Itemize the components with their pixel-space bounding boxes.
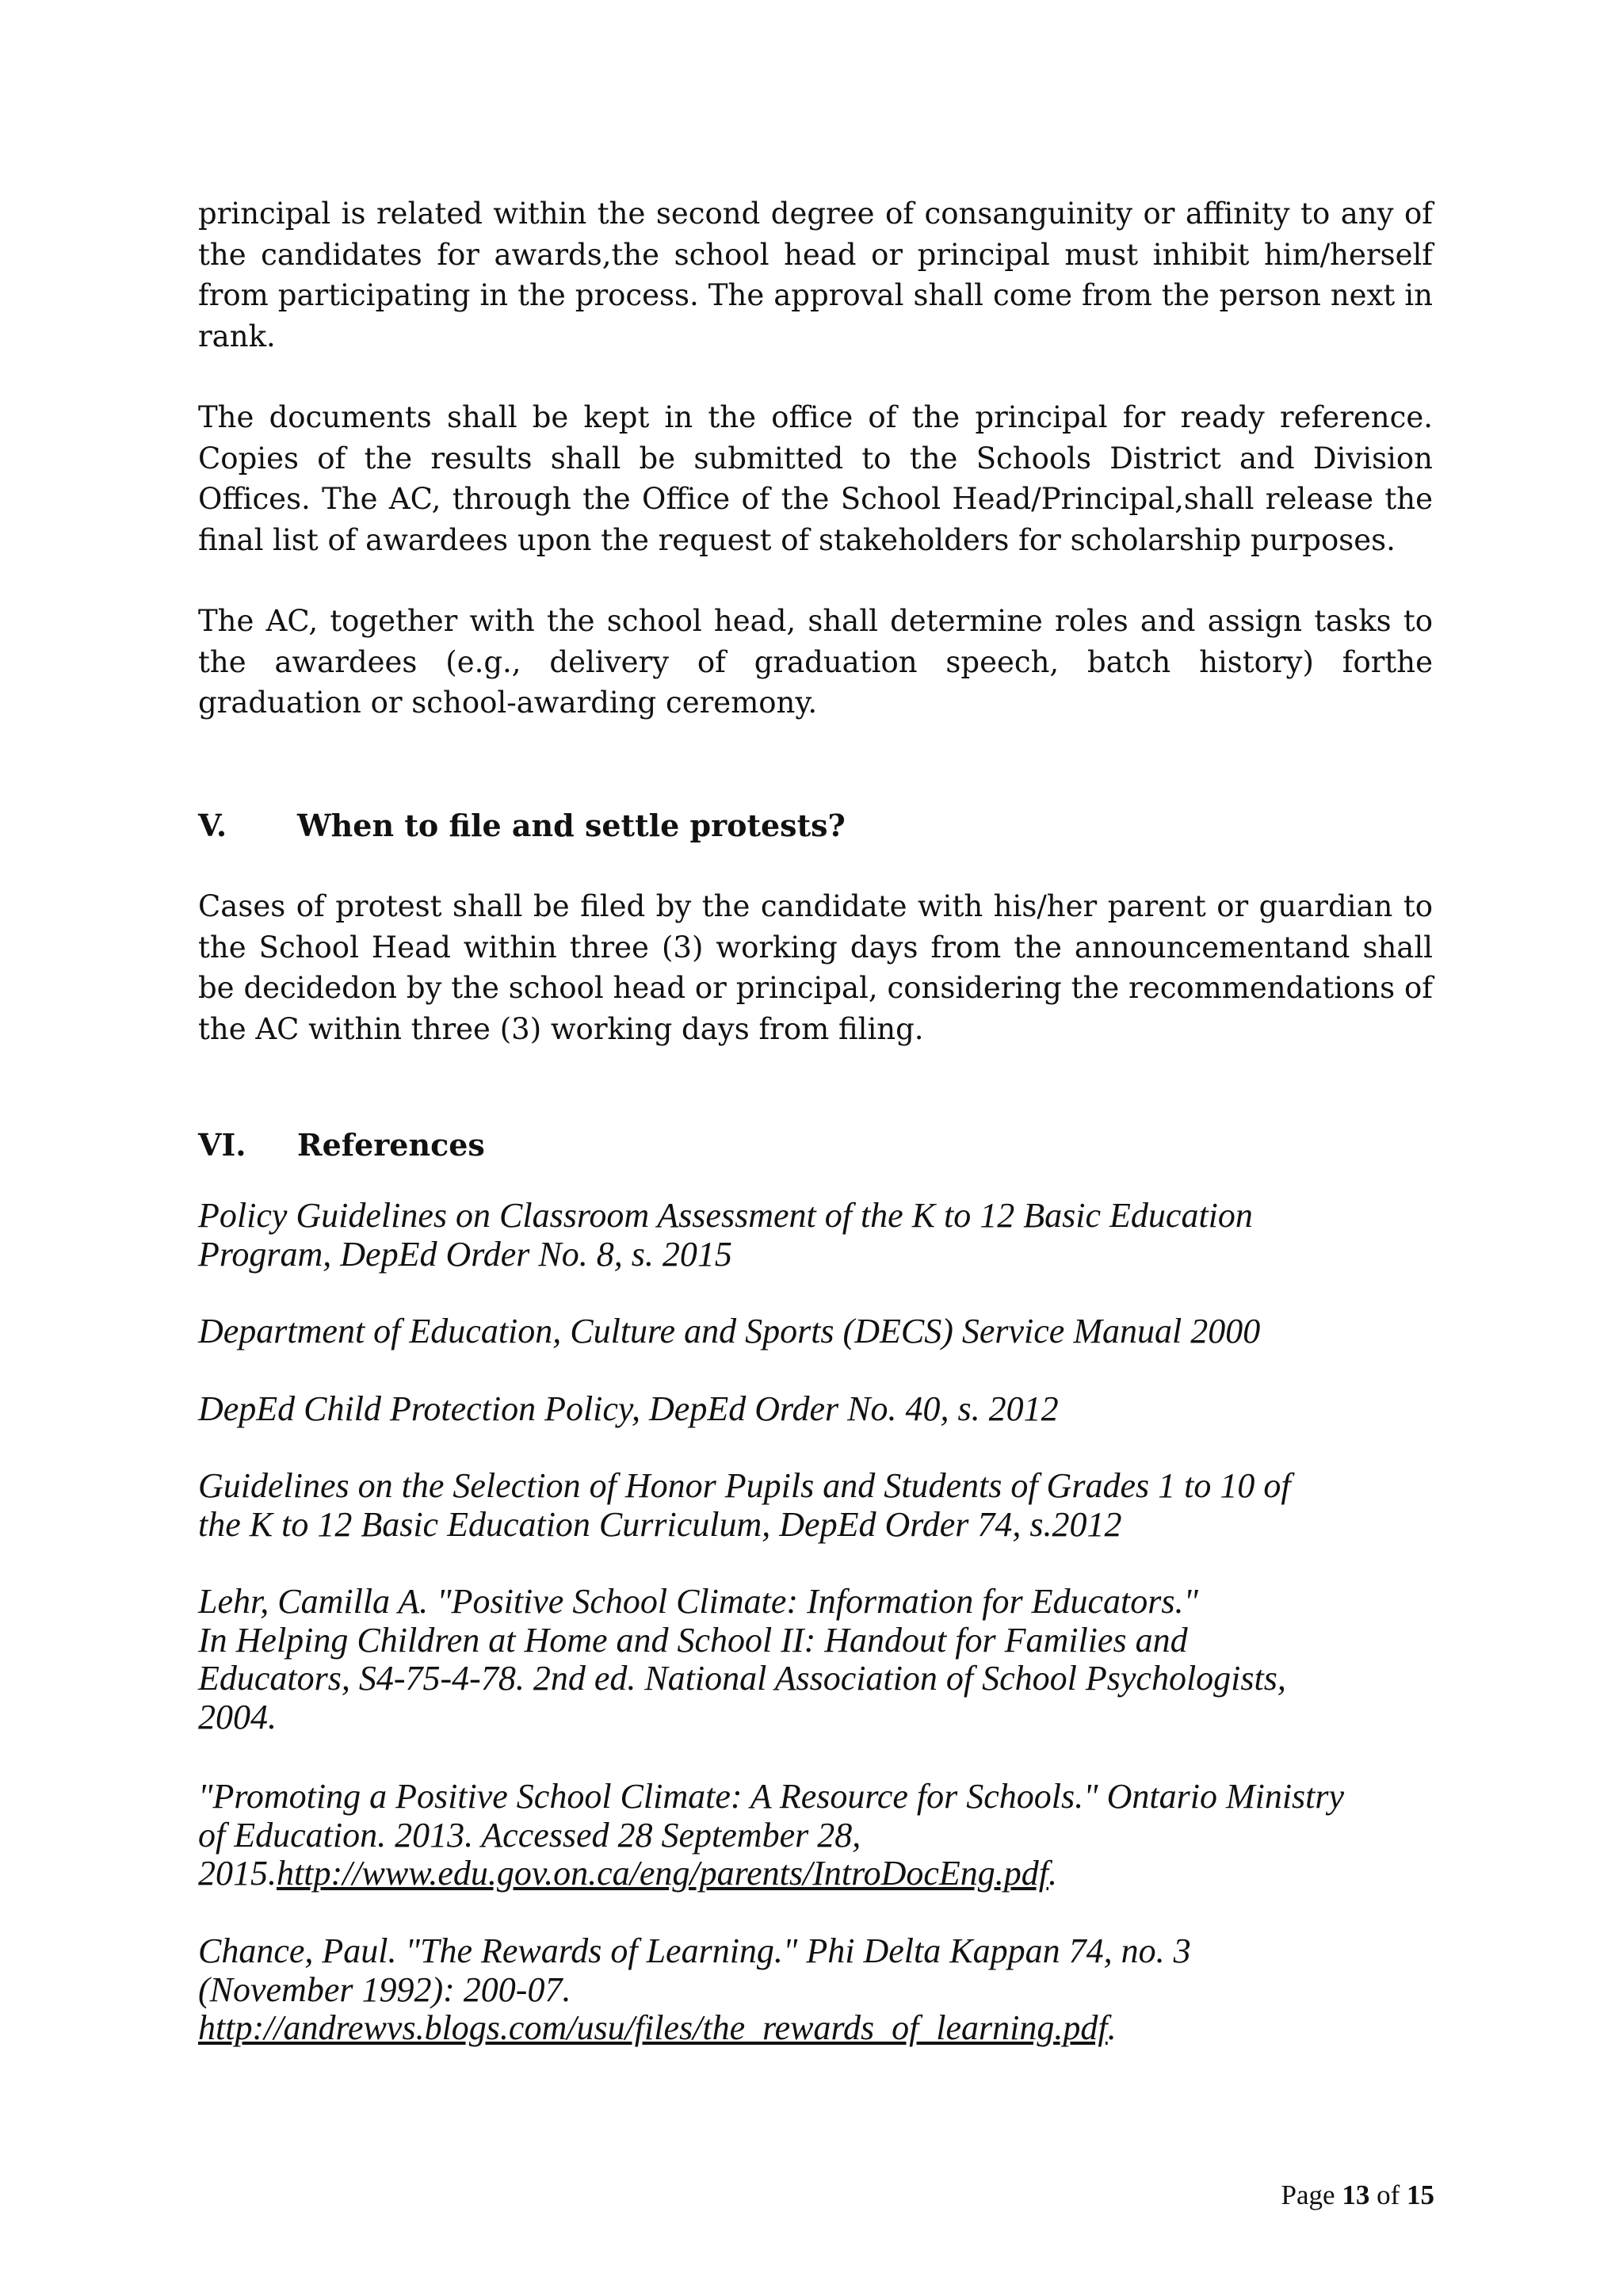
reference-line: Program, DepEd Order No. 8, s. 2015 xyxy=(198,1234,732,1274)
page-number xyxy=(1189,2178,1434,2213)
reference-line: "Promoting a Positive School Climate: A Resource for Schools." Ontario Ministry xyxy=(198,1777,1345,1816)
page-label: Page xyxy=(1281,2179,1335,2210)
reference-item xyxy=(198,1778,1466,1893)
reference-year: 2015. xyxy=(198,1854,277,1893)
section-v-number: V. xyxy=(198,808,227,843)
reference-line: Policy Guidelines on Classroom Assessment of the K to 12 Basic Education xyxy=(198,1196,1253,1235)
reference-item xyxy=(198,1932,1466,2048)
reference-line: Guidelines on the Selection of Honor Pupils and Students of Grades 1 to 10 of xyxy=(198,1466,1291,1505)
total-pages: 15 xyxy=(1407,2179,1434,2210)
reference-item xyxy=(198,1312,1466,1351)
ontario-link[interactable]: http://www.edu.gov.on.ca/eng/parents/IntroDocEng.pdf xyxy=(277,1854,1048,1893)
reference-line xyxy=(198,2009,1466,2048)
reference-item xyxy=(198,1390,1466,1429)
rewards-of-learning-link[interactable]: http://andrewvs.blogs.com/usu/files/the_rewards_of_learning.pdf xyxy=(198,2008,1108,2047)
reference-item xyxy=(198,1197,1466,1274)
reference-line: In Helping Children at Home and School II: Handout for Families and xyxy=(198,1620,1188,1660)
section-v-heading xyxy=(198,806,846,846)
section-vi-heading xyxy=(198,1125,485,1165)
reference-period: . xyxy=(1107,2008,1117,2047)
reference-line: Department of Education, Culture and Sports (DECS) Service Manual 2000 xyxy=(198,1312,1261,1350)
current-page: 13 xyxy=(1342,2179,1370,2210)
section-v-title: When to file and settle protests? xyxy=(297,808,846,843)
reference-line: 2004. xyxy=(198,1697,277,1736)
reference-line: DepEd Child Protection Policy, DepEd Order No. 40, s. 2012 xyxy=(198,1389,1059,1428)
paragraph-roles: The AC, together with the school head, shall determine roles and assign tasks to the awardees (e.g., delivery of graduation speech, batch history) forthe graduation or school-awarding ceremony. xyxy=(198,604,1433,720)
reference-line: Educators, S4-75-4-78. 2nd ed. National Association of School Psychologists, xyxy=(198,1659,1286,1698)
paragraph-inhibition: principal is related within the second degree of consanguinity or affinity to any of the candidates for awards,the school head or principal must inhibit him/herself from participating in the process. The approval shall come from the person next in rank. xyxy=(198,197,1433,353)
page-of-label: of xyxy=(1377,2179,1400,2210)
section-vi-number: VI. xyxy=(198,1127,246,1163)
reference-line: Chance, Paul. "The Rewards of Learning." Phi Delta Kappan 74, no. 3 xyxy=(198,1931,1191,1970)
reference-item xyxy=(198,1583,1466,1736)
reference-line: of Education. 2013. Accessed 28 September 28, xyxy=(198,1815,861,1855)
paragraph-documents: The documents shall be kept in the office of the principal for ready reference. Copies of the results shall be submitted to the Schools District and Division Offices. The AC, through the Office of the School Head/Principal,shall release the final list of awardees upon the request of stakeholders for scholarship purposes. xyxy=(198,400,1433,557)
reference-period: . xyxy=(1048,1854,1057,1893)
reference-line: (November 1992): 200-07. xyxy=(198,1969,571,2009)
section-vi-title: References xyxy=(297,1127,485,1163)
reference-line: the K to 12 Basic Education Curriculum, DepEd Order 74, s.2012 xyxy=(198,1504,1122,1544)
reference-line: Lehr, Camilla A. "Positive School Climate: Information for Educators." xyxy=(198,1582,1198,1621)
reference-line xyxy=(198,1855,1466,1893)
section-v-body: Cases of protest shall be filed by the candidate with his/her parent or guardian to the School Head within three (3) working days from the announcementand shall be decidedon by the school head or principal, considering the recommendations of the AC within three (3) working days from filing. xyxy=(198,889,1433,1046)
reference-item xyxy=(198,1467,1466,1544)
